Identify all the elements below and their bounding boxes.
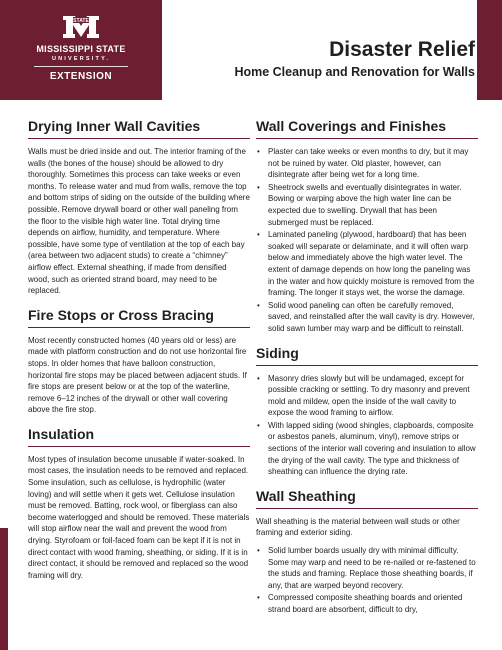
list-item: • Sheetrock swells and eventually disintegrates in water. Bowing or warping above the high water line can be expected due to swelling. Drywall that has been submerged must be replaced.	[256, 182, 478, 228]
section-fire-stops	[28, 307, 250, 416]
list-item: • Laminated paneling (plywood, hardboard) that has been soaked will separate or delaminate, and it will often warp below and immediately above the high water level. The extent of damage depends on how long the paneling was in the water and how quickly moisture is removed from the framing. The longer it stays wet, the worse the damage.	[256, 229, 478, 299]
section-wall-coverings	[256, 118, 478, 335]
section-drying-inner-wall-cavities	[28, 118, 250, 297]
logo-university-name: MISSISSIPPI STATE	[36, 44, 126, 54]
list-item: • Plaster can take weeks or even months to dry, but it may not be ruined by water. Old plaster, however, can disintegrate after being wet for a long time.	[256, 146, 478, 181]
left-column	[28, 118, 250, 581]
list-item: • With lapped siding (wood shingles, clapboards, composite or asbestos panels, aluminum, vinyl), remove strips or sections of the interior wall covering and insulation to allow the drying of the wall cavity. The type and thickness of sheathing can influence the drying rate.	[256, 420, 478, 478]
logo-university-word: UNIVERSITY.	[51, 56, 111, 62]
bullet-list	[256, 373, 478, 478]
section-heading: Fire Stops or Cross Bracing	[28, 307, 250, 328]
right-column	[256, 118, 478, 617]
bullet-list	[256, 146, 478, 335]
section-heading: Wall Sheathing	[256, 488, 478, 509]
bullet-list	[256, 545, 478, 616]
section-insulation	[28, 426, 250, 582]
logo-divider	[34, 66, 128, 67]
logo-extension: EXTENSION	[49, 71, 113, 82]
list-item: • Compressed composite sheathing boards and oriented strand board are absorbent, difficult to dry,	[256, 592, 478, 615]
msu-m-logo-icon	[62, 14, 100, 40]
section-body: Walls must be dried inside and out. The interior framing of the walls (the bones of the house) should be allowed to dry thoroughly. Sometimes this process can take weeks or even months. To release water and mud from walls, remove the top and bottom strips of siding on the outside of the building where possible. Remove drywall board or other wall paneling from the floor to the visible high water line. Total drying time depends on airflow, humidity, and temperature. Where possible, have some type of ventilation at the top of each bay (area between two adjacent studs) to create a “chimney” airflow effect. External sheathing, if made from densified wood, such as oriented strand board, may need to be replaced.	[28, 147, 250, 296]
section-siding	[256, 345, 478, 478]
section-heading: Insulation	[28, 426, 250, 447]
section-wall-sheathing	[256, 488, 478, 616]
footer-accent-bar	[0, 528, 8, 650]
section-heading: Drying Inner Wall Cavities	[28, 118, 250, 139]
section-heading: Siding	[256, 345, 478, 366]
section-body: Most types of insulation become unusable if water-soaked. In most cases, the insulation needs to be removed and replaced. Some insulation, such as cellulose, is hydrophilic (water loving) and will settle when it gets wet. Cellulose insulation must be removed. Batting, rock wool, or fiberglass can also become waterlogged and should be removed. These materials will stop airflow near the wall and prevent the wood from drying. Styrofoam or foil-faced foam can be kept if it is not in direct contact with wood framing, sheathing, or siding. If it is in direct contact, it should be removed and replaced so the wood framing will dry.	[28, 454, 250, 580]
section-body: Wall sheathing is the material between wall studs or other framing and exterior siding.	[256, 516, 460, 538]
document-title: Disaster Relief	[329, 38, 475, 61]
header-accent-bar	[477, 0, 502, 100]
msu-extension-logo	[0, 0, 162, 100]
list-item: • Solid lumber boards usually dry with minimal difficulty. Some may warp and need to be re-nailed or re-fastened to the studs and framing. Replace those sheathing boards, if any, that are warped beyond recovery.	[256, 545, 478, 591]
section-heading: Wall Coverings and Finishes	[256, 118, 478, 139]
section-body: Most recently constructed homes (40 years old or less) are made with platform construction and do not use horizontal fire stops. In older homes that have balloon construction, horizontal fire stops may be placed between adjacent studs. If fire stops are present below or at the top of the waterline, remove 6–12 inches of the drywall or other wall covering above the fire stop.	[28, 335, 247, 415]
list-item: • Masonry dries slowly but will be undamaged, except for possible cracking or settling. To dry masonry and prevent mold and mildew, open the inside of the wall cavity to expose the wood framing to airflow.	[256, 373, 478, 419]
list-item: • Solid wood paneling can often be carefully removed, saved, and reinstalled after the wall cavity is dry. However, solid sawn lumber may warp and be difficult to reinstall.	[256, 300, 478, 335]
logo-mark-text: STATE	[73, 18, 89, 24]
document-subtitle: Home Cleanup and Renovation for Walls	[234, 65, 475, 79]
